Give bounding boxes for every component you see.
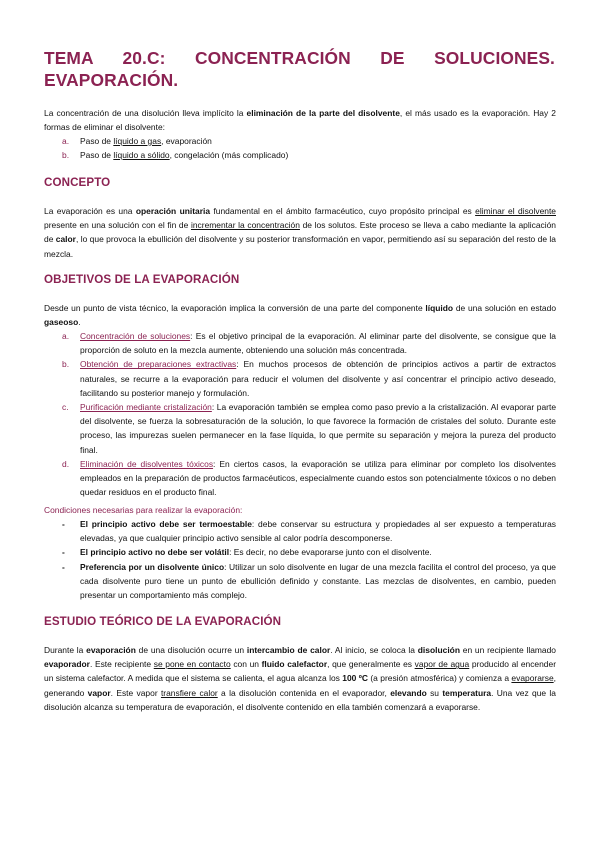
objective-link: Eliminación de disolventes tóxicos xyxy=(80,458,214,469)
intro-list xyxy=(44,134,556,162)
list-item: a. Paso de líquido a gas, evaporación xyxy=(62,136,212,146)
list-item: d. Eliminación de disolventes tóxicos: En ciertos casos, la evaporación se utiliza para eliminar por completo los disolventes empleados en la preparación de productos farmacéuticos, especialmente cuando estos son potencialmente tóxicos o no deben quedar residuos en el producto final. xyxy=(62,458,556,498)
page-title xyxy=(44,47,555,91)
list-item: - Preferencia por un disolvente único: Utilizar un solo disolvente en lugar de una mezcla facilita el control del proceso, ya que cada disolvente puro tiene un punto de ebullición definido y constante. Las mezclas de disolventes, en cambio, pueden presentar un comportamiento más complejo. xyxy=(62,561,556,601)
section-heading-estudio: ESTUDIO TEÓRICO DE LA EVAPORACIÓN xyxy=(44,615,282,628)
title-line-2: EVAPORACIÓN. xyxy=(44,70,179,90)
list-item: b. Obtención de preparaciones extractivas: En muchos procesos de obtención de principios activos a partir de extractos naturales, se recurre a la evaporación para reducir el volumen del disolvente y así concentrar el principio activo deseado, facilitando su posterior manejo y formulación. xyxy=(62,359,556,398)
section-heading-objetivos: OBJETIVOS DE LA EVAPORACIÓN xyxy=(44,273,240,286)
list-item: a. Concentración de soluciones: Es el objetivo principal de la evaporación. Al eliminar parte del disolvente, se consigue que la proporción de soluto en la mezcla aumente, obteniendo una solución más concentrada. xyxy=(62,331,556,356)
objetivos-paragraph: Desde un punto de vista técnico, la evaporación implica la conversión de una parte del componente líquido de una solución en estado gaseoso. xyxy=(44,303,557,328)
concepto-paragraph: La evaporación es una operación unitaria fundamental en el ámbito farmacéutico, cuyo propósito principal es eliminar el disolvente presente en una solución con el fin de incrementar la concentración de los solutos. Este proceso se lleva a cabo mediante la aplicación de calor, lo que provoca la ebullición del disolvente y su posterior transformación en vapor, permitiendo así su separación del resto de la mezcla. xyxy=(44,206,556,259)
title-line-1: TEMA 20.C: CONCENTRACIÓN DE SOLUCIONES. xyxy=(44,48,555,68)
list-item: - El principio activo no debe ser volátil: Es decir, no debe evaporarse junto con el disolvente. xyxy=(62,547,432,558)
conditions-heading: Condiciones necesarias para realizar la evaporación: xyxy=(44,505,243,515)
conditions-list xyxy=(44,517,556,602)
list-item: b. Paso de líquido a sólido, congelación (más complicado) xyxy=(62,150,289,161)
list-item: - El principio activo debe ser termoestable: debe conservar su estructura y propiedades al ser expuesto a temperaturas elevadas, ya que cualquier principio activo sensible al calor podría descomponerse. xyxy=(62,519,556,544)
section-heading-concepto: CONCEPTO xyxy=(44,176,111,189)
estudio-paragraph: Durante la evaporación de una disolución ocurre un intercambio de calor. Al inicio, se coloca la disolución en un recipiente llamado evaporador. Este recipiente se pone en contacto con un fluido calefactor, que generalmente es vapor de agua producido al encender un sistema calefactor. A medida que el sistema se calienta, el agua alcanza los 100 ºC (a presión atmosférica) y comienza a evaporarse, generando vapor. Este vapor transfiere calor a la disolución contenida en el evaporador, elevando su temperatura. Una vez que la disolución alcanza su temperatura de evaporación, el disolvente contenido en ella también comenzará a evaporarse. xyxy=(44,645,557,712)
objective-link: Obtención de preparaciones extractivas xyxy=(80,359,237,370)
list-item: c. Purificación mediante cristalización: La evaporación también se emplea como paso previo a la cristalización. Al evaporar parte del disolvente, se fuerza la sobresaturación de la solución, lo que favorece la formación de cristales del soluto. Durante este proceso, las impurezas suelen permanecer en la fase líquida, lo que permite su separación y mejora la pureza del producto final. xyxy=(62,402,557,455)
intro-paragraph: La concentración de una disolución lleva implícito la eliminación de la parte del disolvente, el más usado es la evaporación. Hay 2 formas de eliminar el disolvente: xyxy=(44,108,556,133)
intro-bold: eliminación de la parte del disolvente xyxy=(246,108,400,118)
objective-link: Purificación mediante cristalización xyxy=(80,402,212,413)
objetivos-list xyxy=(44,329,556,499)
objective-link: Concentración de soluciones xyxy=(80,331,191,341)
